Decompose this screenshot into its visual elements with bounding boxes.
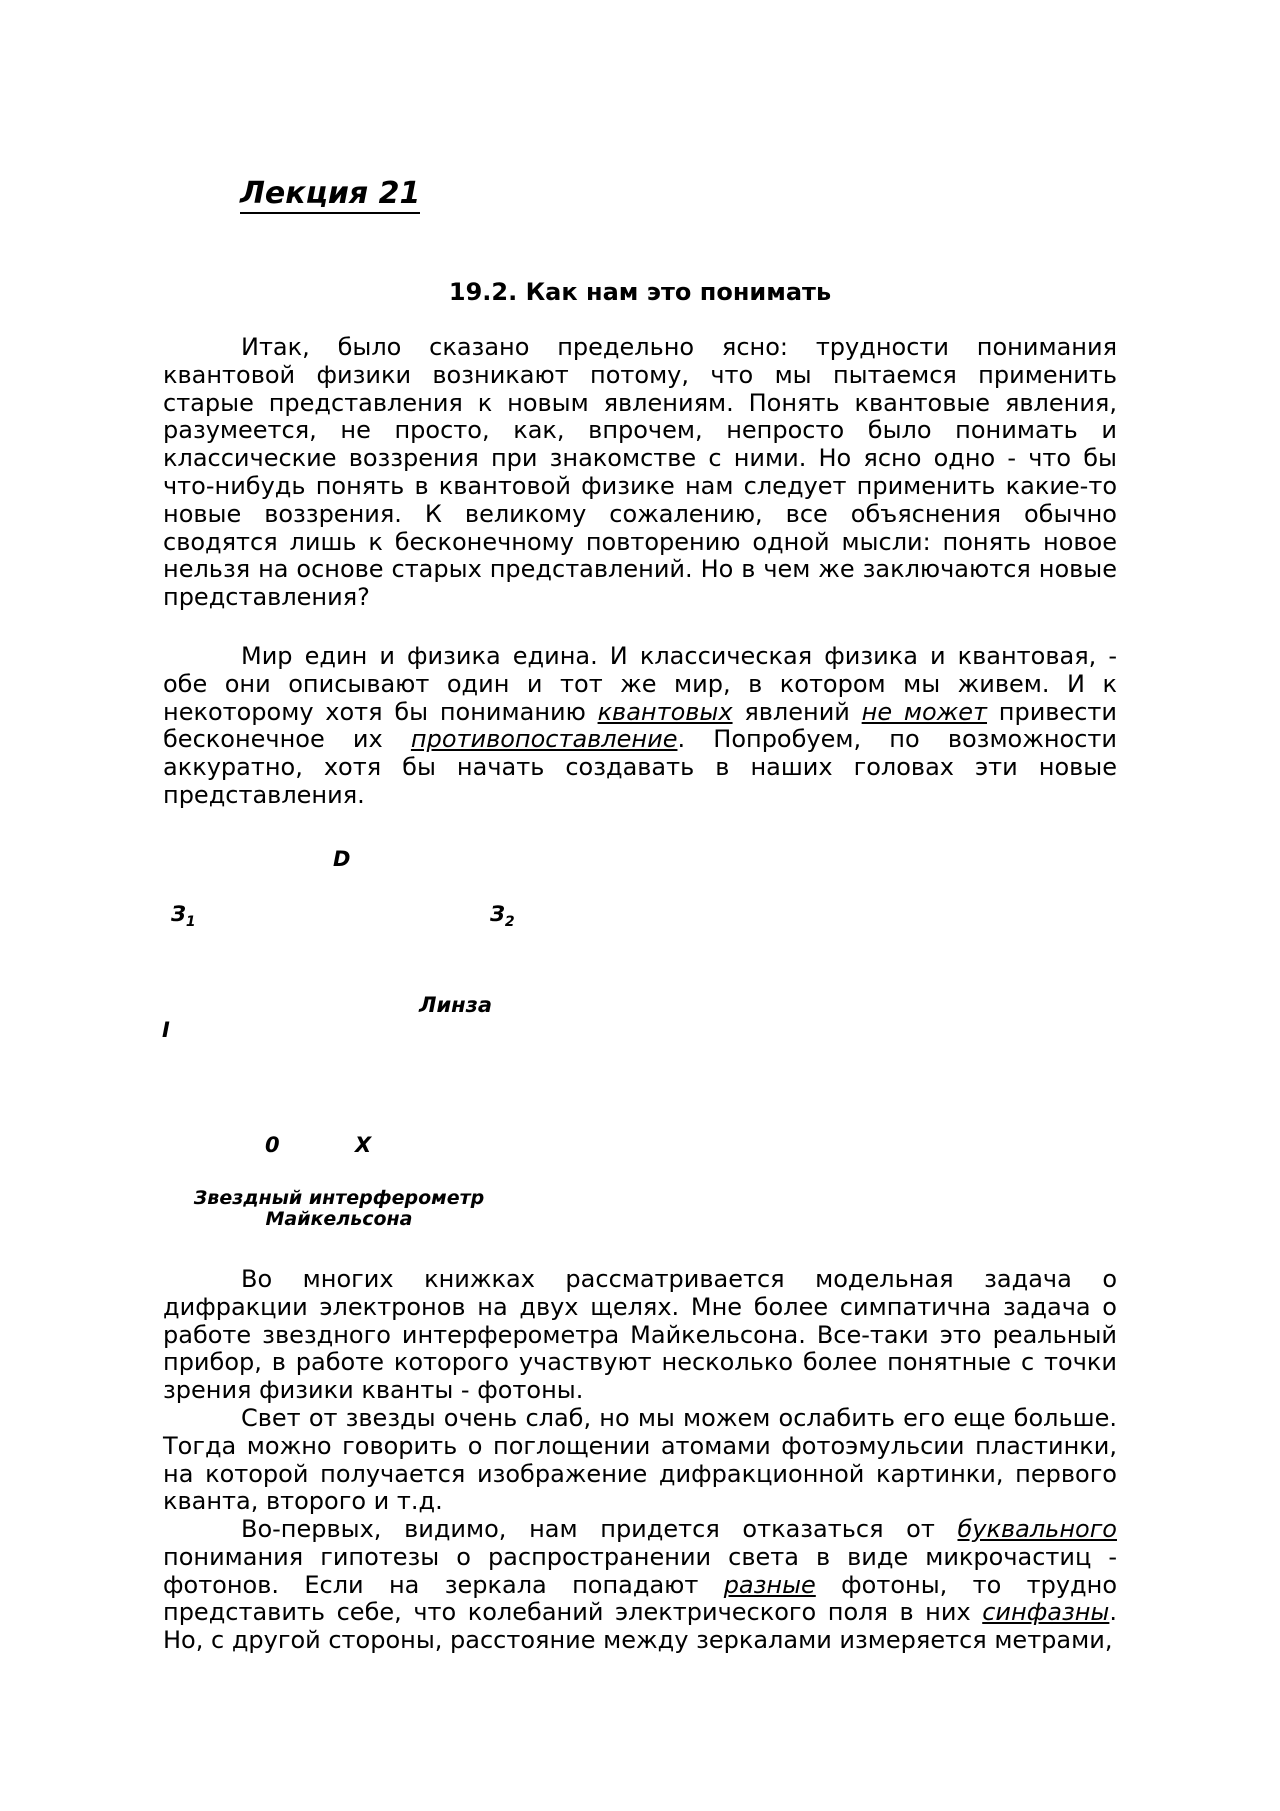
figure-label-mirror-1: $З_1$ bbox=[171, 902, 196, 931]
paragraph-books: Во многих книжках рассматривается модельная задача о дифракции электронов на двух щелях. Мне более симпатична задача о работе звездного интерферометра Майкельсона. Все-таки это реальный прибор, в работе которого участвуют несколько более понятные с точки зрения физики кванты - фотоны. bbox=[163, 1265, 1117, 1405]
emphasis-opposition: противопоставление bbox=[410, 725, 678, 754]
emphasis-in-phase: синфазны bbox=[982, 1598, 1110, 1627]
paragraph-firstly: Во-первых, видимо, нам придется отказаться от буквального понимания гипотезы о распространении света в виде микрочастиц - фотонов. Если на зеркала попадают разные фотоны, то трудно представить себе, что колебаний электрического поля в них синфазны. Но, с другой стороны, расстояние между зеркалами измеряется метрами, bbox=[163, 1515, 1118, 1655]
lecture-title: Лекция 21 bbox=[240, 176, 420, 212]
figure-caption: Звездный интерферометр Майкельсона bbox=[193, 1187, 485, 1230]
figure-label-d: D bbox=[333, 847, 351, 871]
paragraph-intro: Итак, было сказано предельно ясно: трудности понимания квантовой физики возникают потому, что мы пытаемся применить старые представления к новым явлениям. Понять квантовые явления, разумеется, не просто, как, впрочем, непросто было понимать и классические воззрения при знакомстве с ними. Но ясно одно - что бы что-нибудь понять в квантовой физике нам следует применить какие-то новые воззрения. К великому сожалению, все объяснения обычно сводятся лишь к бесконечному повторению одной мысли: понять новое нельзя на основе старых представлений. Но в чем же заключаются новые представления? bbox=[163, 333, 1117, 612]
figure-label-mirror-2: $З_2$ bbox=[490, 902, 515, 931]
paragraph-starlight: Свет от звезды очень слаб, но мы можем ослабить его еще больше. Тогда можно говорить о поглощении атомами фотоэмульсии пластинки, на которой получается изображение дифракционной картинки, первого кванта, второго и т.д. bbox=[163, 1404, 1117, 1516]
emphasis-different: разные bbox=[723, 1570, 816, 1599]
section-title: 19.2. Как нам это понимать bbox=[448, 278, 832, 306]
figure-label-x-axis: X bbox=[355, 1133, 372, 1157]
emphasis-literal: буквального bbox=[957, 1515, 1117, 1543]
figure-label-intensity: I bbox=[162, 1018, 170, 1042]
figure-label-lens: Линза bbox=[419, 993, 493, 1017]
figure-label-origin: 0 bbox=[265, 1133, 280, 1157]
emphasis-cannot: не может bbox=[861, 697, 988, 726]
paragraph-world: Мир един и физика едина. И классическая физика и квантовая, - обе они описывают один и тот же мир, в котором мы живем. И к некоторому хотя бы пониманию квантовых явлений не может привести бесконечное их противопоставление. Попробуем, по возможности аккуратно, хотя бы начать создавать в наших головах эти новые представления. bbox=[163, 642, 1118, 809]
emphasis-quantum: квантовых bbox=[597, 697, 733, 726]
